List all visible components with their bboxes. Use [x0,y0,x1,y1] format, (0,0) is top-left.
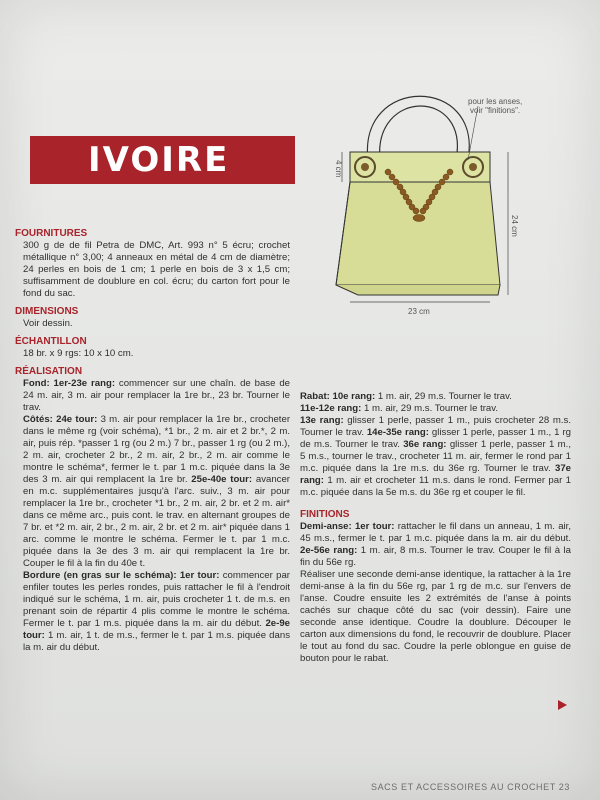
cotes-label: Côtés: 24e tour: [23,414,98,425]
right-column [300,391,571,665]
echantillon-text: 18 br. x 9 rgs: 10 x 10 cm. [23,348,134,359]
demi-anse1-text: rattacher le fil dans un anneau, 1 m. air, 45 m.s., fermer le t. par 1 m.c. piquée dans la m. air du début. [300,521,571,544]
fond-label: Fond: 1er-23e rang: [23,378,116,389]
fournitures-heading: FOURNITURES [15,228,88,239]
dim-right-label: 24 cm [510,215,519,237]
demi-anse-paragraph [300,521,571,569]
rabat14-text: glisser 1 perle, passer 1 m., 1 rg de m.s. Tourner le trav. [300,427,572,450]
bordure-text: commencer par enfiler toutes les perles rondes, puis rattacher le fil à l'endroit indiqué sur le schéma, 1 m. air, puis crocheter 1 t. de m.s. en prenant soin de répartir 4 plis comme le montre le schéma. Fermer le t. par 1 m.s. piquée dans la m. air du début. [23,570,290,629]
rabat36-label: 36e rang: [403,439,447,450]
bordure-tours-text: 1 m. air, 1 t. de m.s., fermer le t. par 1 m.s. piquée dans la m. air du début. [23,630,290,653]
left-column [15,222,290,654]
bordure-tours-label: 2e-9e tour: [23,618,290,641]
rabat11-text: 1 m. air, 29 m.s. Tourner le trav. [361,403,499,414]
rabat13-label: 13e rang: [300,415,344,426]
cotes-text: 3 m. air pour remplacer la 1re br., crocheter dans le même rg (voir schéma), *1 br., 2 m. air et 2 br.*, 2 m. air, puis rép. *passer 1 rg (ou 2 m.) 7 br., passer 1 rg (ou 2 m.), 2 m. air, crocheter 2 br., 2 m. air, 2 br., 2 m. air comme le montre le schéma*, fermer le t. par 1 m.c. piquée dans la 3e des 3 m. air qui remplacent la 1re br. [23,414,291,485]
rabat-paragraph [300,391,571,499]
bag-body [336,182,500,285]
realisation-heading: RÉALISATION [15,366,83,377]
fond-text: commencer sur une chaîn. de base de 24 m. air, 3 m. air pour remplacer la 1re br., 23 br. Tourner le trav. [23,378,290,413]
title-banner [30,136,295,184]
dimensions-text: Voir dessin. [23,318,73,329]
bag-diagram [328,80,590,320]
rabat11-label: 11e-12e rang: [300,403,362,414]
fond-paragraph [15,378,290,414]
rabat14-label: 14e-35e rang: [366,427,429,438]
finitions-text: Réaliser une seconde demi-anse identique, la rattacher à la 1re demi-anse à la fin du 56e rg, par 1 rg de m.c. sur l'envers de l'anse. Coudre ensuite les 2 extrémités de l'anse à points cachés sur chaque côté du sac (voir dessin). Faire une seconde anse identique. Coudre la doublure. Découper le carton aux dimensions du fond, le recouvrir de doublure. Placer le tout au fond du sac. Coudre la perle oblongue en guise de bouton pour le rabat. [300,569,571,664]
rabat13-text: glisser 1 perle, passer 1 m., puis crocheter 28 m.s. Tourner le trav. [300,415,571,438]
dim-bottom-label: 23 cm [408,307,430,316]
tour25-label: 25e-40e tour: [191,474,253,485]
bordure-label: Bordure (en gras sur le schéma): 1er tour: [23,570,220,581]
tour25-text: avancer en m.c. supplémentaires jusqu'à l'arc. suiv., 3 m. air pour remplacer la 1re br., crocheter *1 br., 2 m. air, 2 br. et 2 m. air* dans ce même arc., puis cont. le trav. en alternant groupes de 7 br. et *2 m. air, 2 br., 2 m. air, 2 br. et 2 m. air* piquée dans 1 arc. comme le montre le schéma. Fermer le t. par 1 m.c. piquée dans la 3e des 3 m. air qui remplacent la 1re br. Couper le fil à la fin du 40e t. [23,474,291,569]
cotes-paragraph [15,414,290,570]
rabat36-text: glisser 1 perle, passer 1 m., 5 m.s., tourner le trav., crocheter 11 m. air, fermer le rond par 1 m.c. piquée dans la 1re m.s. du 36e rg. Tourner le trav. [300,439,571,474]
demi-anse2-text: 1 m. air, 8 m.s. Tourner le trav. Couper le fil à la fin du 56e rg. [300,545,571,568]
page-title: IVOIRE [88,140,230,180]
fournitures-text: 300 g de de fil Petra de DMC, Art. 993 n° 5 écru; crochet métallique n° 3,00; 4 anneaux en métal de 4 cm de diamètre; 24 perles en bois de 1 cm; 1 perle en bois de 3 x 1,5 cm; suffisamment de doublure en col. écru; du carton fort pour le fond du sac. [23,240,290,299]
finitions-heading: FINITIONS [300,509,350,520]
demi-anse2-label: 2e-56e rang: [300,545,358,556]
page-footer: SACS ET ACCESSOIRES AU CROCHET 23 [370,782,570,792]
end-marker-icon [558,700,567,710]
rabat10-label: Rabat: 10e rang: [300,391,376,402]
dim-left-label: 4 cm [334,160,343,178]
rabat37-label: 37e rang: [300,463,571,486]
rabat37-text: 1 m. air et crocheter 11 m.s. dans le rond. Fermer par 1 m.c. piquée dans la 5e m.s. du 36e rg et couper le fil. [300,475,571,498]
demi-anse1-label: Demi-anse: 1er tour: [300,521,395,532]
diagram-note-line1: pour les anses, [468,97,523,106]
bordure-paragraph [15,570,290,654]
echantillon-heading: ÉCHANTILLON [15,336,87,347]
diagram-note-line2: voir "finitions". [470,106,521,115]
dimensions-heading: DIMENSIONS [15,306,79,317]
rabat10-text: 1 m. air, 29 m.s. Tourner le trav. [375,391,512,402]
